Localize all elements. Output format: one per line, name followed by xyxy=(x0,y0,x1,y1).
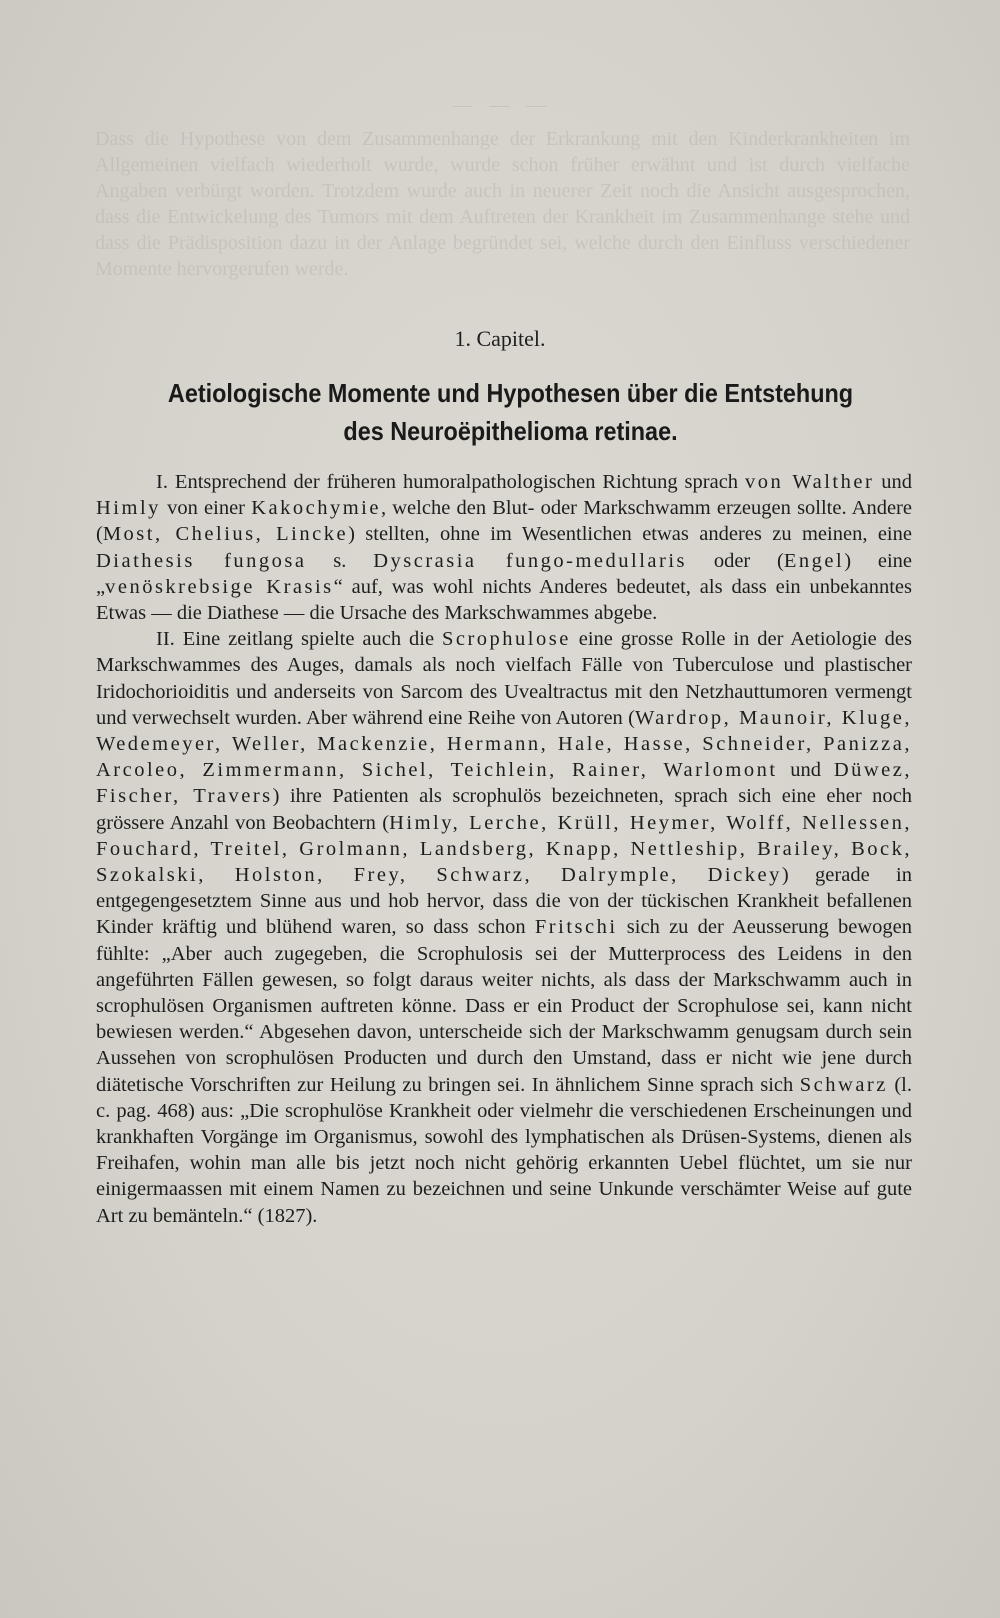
paragraph-2 xyxy=(96,626,912,1229)
spaced-name: Schwarz xyxy=(799,1073,888,1096)
spaced-name: Düwez, Fischer, Travers xyxy=(96,759,913,808)
body-text xyxy=(96,469,912,1229)
text-run: und xyxy=(777,759,834,782)
spaced-name: von Walther xyxy=(745,471,875,493)
spaced-name: Himly, Lerche, Krüll, Heymer, Wolff, Nellessen, Fouchard, Treitel, Grolmann, Landsberg, Knapp, Nettleship, Brailey, Bock, Szokalski, Holston, Frey, Schwarz, Dalrymple, Dickey xyxy=(96,811,912,887)
text-run: eine grosse Rolle in der Aetiologie des Markschwammes des Auges, damals als noch vielfach Fälle von Tuberculose und plastischer Iridochorioiditis und anderseits von Sarcom des Uvealtractus mit den Netzhauttumoren vermengt und verwechselt wurden. Aber während eine Reihe von Autoren ( xyxy=(96,628,913,729)
chapter-title-line-2: des Neuroëpithelioma retinae. xyxy=(343,416,678,446)
text-run: s. xyxy=(306,549,374,572)
spaced-name: venöskrebsige Krasis xyxy=(105,575,334,598)
text-run: II. Eine zeitlang spielte auch die xyxy=(156,628,442,651)
text-run: oder ( xyxy=(687,549,784,572)
spaced-name: Diathesis fungosa xyxy=(96,549,307,572)
spaced-name: Most, Chelius, Lincke xyxy=(102,523,349,546)
spaced-name: Kakochymie xyxy=(251,497,381,520)
text-run: ) stellten, ohne im Wesentlichen etwas anderes zu meinen, eine xyxy=(348,523,912,546)
text-run: ) eine „ xyxy=(96,549,912,598)
chapter-label: 1. Capitel. xyxy=(454,326,546,351)
text-run: und xyxy=(874,471,913,493)
spaced-name: Scrophulose xyxy=(441,628,571,651)
spaced-name: Engel xyxy=(783,549,845,572)
text-run: , welche den Blut- oder Markschwamm erzeugen sollte. Andere ( xyxy=(96,497,912,546)
text-run: von einer xyxy=(160,497,252,520)
text-run: ) ihre Patienten als scrophulös bezeichneten, sprach sich eine eher noch grössere Anzahl von Beobachtern ( xyxy=(96,785,912,834)
text-run: sich zu der Aeusserung bewogen fühlte: „Aber auch zugegeben, die Scrophulosis sei der Mutterprocess des Leidens in den angeführten Fällen gewesen, so folgt daraus weiter nichts, als dass der Markschwamm auch in scrophulösen Organismen auftreten könne. Dass er ein Product der Scrophulose sei, kann nicht bewiesen werden.“ Abgesehen davon, unterscheide sich der Markschwamm genugsam durch sein Aussehen von scrophulösen Producten und durch den Umstand, dass er nicht wie jene durch diätetische Vorschriften zur Heilung zu bringen sei. In ähnlichem Sinne sprach sich xyxy=(96,916,912,1096)
chapter-title xyxy=(139,374,882,450)
spaced-name: Wardrop, Maunoir, Kluge, Wedemeyer, Weller, Mackenzie, Hermann, Hale, Hasse, Schneider, Panizza, Arcoleo, Zimmermann, Sichel, Teichlein, Rainer, Warlomont xyxy=(96,706,912,782)
text-run: (l. c. pag. 468) aus: „Die scrophulöse Krankheit oder vielmehr die verschiedenen Erscheinungen und krankhaften Vorgänge im Organismus, sowohl des lymphatischen als Drüsen-Systems, dienen als Freihafen, wohin man alle bis jetzt noch nicht gehörig erkannten Uebel flüchtet, um sie nur einigermaassen mit einem Namen zu bezeichnen und seine Unkunde verschämter Weise auf gute Art zu bemänteln.“ (1827). xyxy=(96,1073,912,1227)
spaced-name: Fritschi xyxy=(534,916,618,939)
text-run: “ auf, was wohl nichts Anderes bedeutet, als dass ein unbekanntes Etwas — die Diathese — die Ursache des Markschwammes abgebe. xyxy=(96,575,913,625)
text-run: ) gerade in entgegengesetztem Sinne aus und hob hervor, dass die von der tückischen Krankheit befallenen Kinder kräftig und blühend waren, so dass schon xyxy=(96,864,912,939)
chapter-title-line-1: Aetiologische Momente und Hypothesen über die Entstehung xyxy=(167,378,854,408)
spaced-name: Himly xyxy=(96,497,161,520)
spaced-name: Dyscrasia fungo-medullaris xyxy=(373,549,688,572)
show-through-text: — — — Dass die Hypothese von dem Zusammenhange der Erkrankung mit den Kinderkrankheiten im Allgemeinen vielfach wiederholt wurde, wurde schon früher erwähnt und ist durch vielfache Angaben verbürgt worden. Trotzdem wurde auch in neuerer Zeit noch die Ansicht ausgesprochen, dass die Entwickelung des Tumors mit dem Auftreten der Krankheit im Zusammenhange stehe und dass die Prädisposition dazu in der Anlage begründet sei, welche durch den Einfluss verschiedener Momente hervorgerufen werde. xyxy=(95,94,910,280)
text-run: I. Entsprechend der früheren humoralpathologischen Richtung sprach xyxy=(156,471,746,493)
paragraph-1 xyxy=(96,469,912,626)
